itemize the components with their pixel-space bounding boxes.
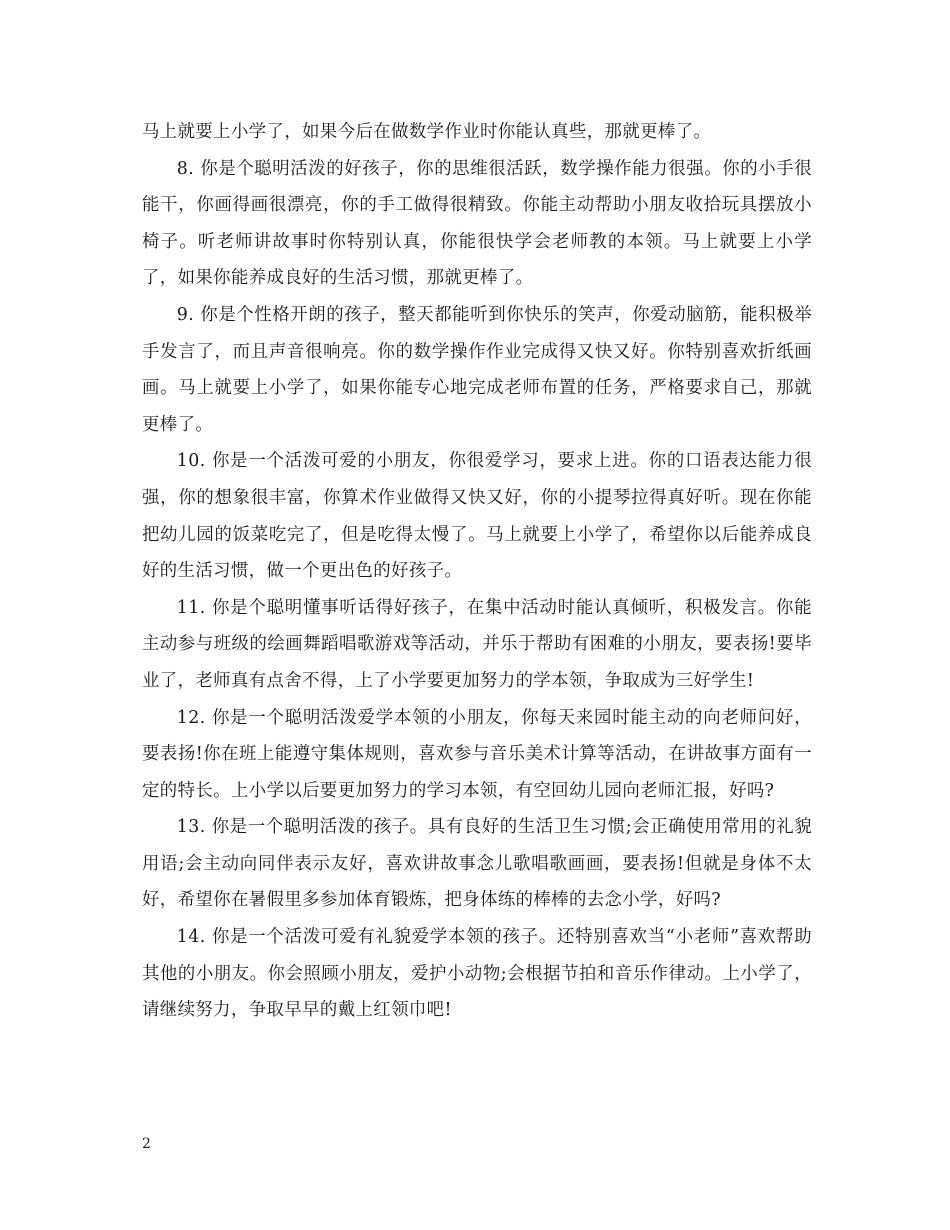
- paragraph-item-12: 12. 你是一个聪明活泼爱学本领的小朋友，你每天来园时能主动的向老师问好，要表扬!你在班上能遵守集体规则，喜欢参与音乐美术计算等活动，在讲故事方面有一定的特长。上小学以后要更加努力的学习本领，有空回幼儿园向老师汇报，好吗?: [142, 707, 812, 801]
- paragraph-item-8: 8. 你是个聪明活泼的好孩子，你的思维很活跃，数学操作能力很强。你的小手很能干，你画得画很漂亮，你的手工做得很精致。你能主动帮助小朋友收拾玩具摆放小椅子。听老师讲故事时你特别认真，你能很快学会老师教的本领。马上就要上小学了，如果你能养成良好的生活习惯，那就更棒了。: [142, 158, 812, 289]
- paragraph-continued: 马上就要上小学了，如果今后在做数学作业时你能认真些，那就更棒了。: [142, 122, 712, 142]
- document-body: [142, 114, 812, 1029]
- page-number: 2: [142, 1136, 151, 1152]
- paragraph-item-14: 14. 你是一个活泼可爱有礼貌爱学本领的孩子。还特别喜欢当“小老师”喜欢帮助其他的小朋友。你会照顾小朋友，爱护小动物;会根据节拍和音乐作律动。上小学了，请继续努力，争取早早的戴上红领巾吧!: [142, 927, 812, 1021]
- paragraph-item-11: 11. 你是个聪明懂事听话得好孩子，在集中活动时能认真倾听，积极发言。你能主动参与班级的绘画舞蹈唱歌游戏等活动，并乐于帮助有困难的小朋友，要表扬!要毕业了，老师真有点舍不得，上了小学要更加努力的学本领，争取成为三好学生!: [142, 597, 812, 691]
- paragraph-item-13: 13. 你是一个聪明活泼的孩子。具有良好的生活卫生习惯;会正确使用常用的礼貌用语;会主动向同伴表示友好，喜欢讲故事念儿歌唱歌画画，要表扬!但就是身体不太好，希望你在暑假里多参加体育锻炼，把身体练的棒棒的去念小学，好吗?: [142, 817, 812, 911]
- paragraph-item-10: 10. 你是一个活泼可爱的小朋友，你很爱学习，要求上进。你的口语表达能力很强，你的想象很丰富，你算术作业做得又快又好，你的小提琴拉得真好听。现在你能把幼儿园的饭菜吃完了，但是吃得太慢了。马上就要上小学了，希望你以后能养成良好的生活习惯，做一个更出色的好孩子。: [142, 451, 812, 582]
- paragraph-item-9: 9. 你是个性格开朗的孩子，整天都能听到你快乐的笑声，你爱动脑筋，能积极举手发言了，而且声音很响亮。你的数学操作作业完成得又快又好。你特别喜欢折纸画画。马上就要上小学了，如果你能专心地完成老师布置的任务，严格要求自己，那就更棒了。: [142, 304, 812, 435]
